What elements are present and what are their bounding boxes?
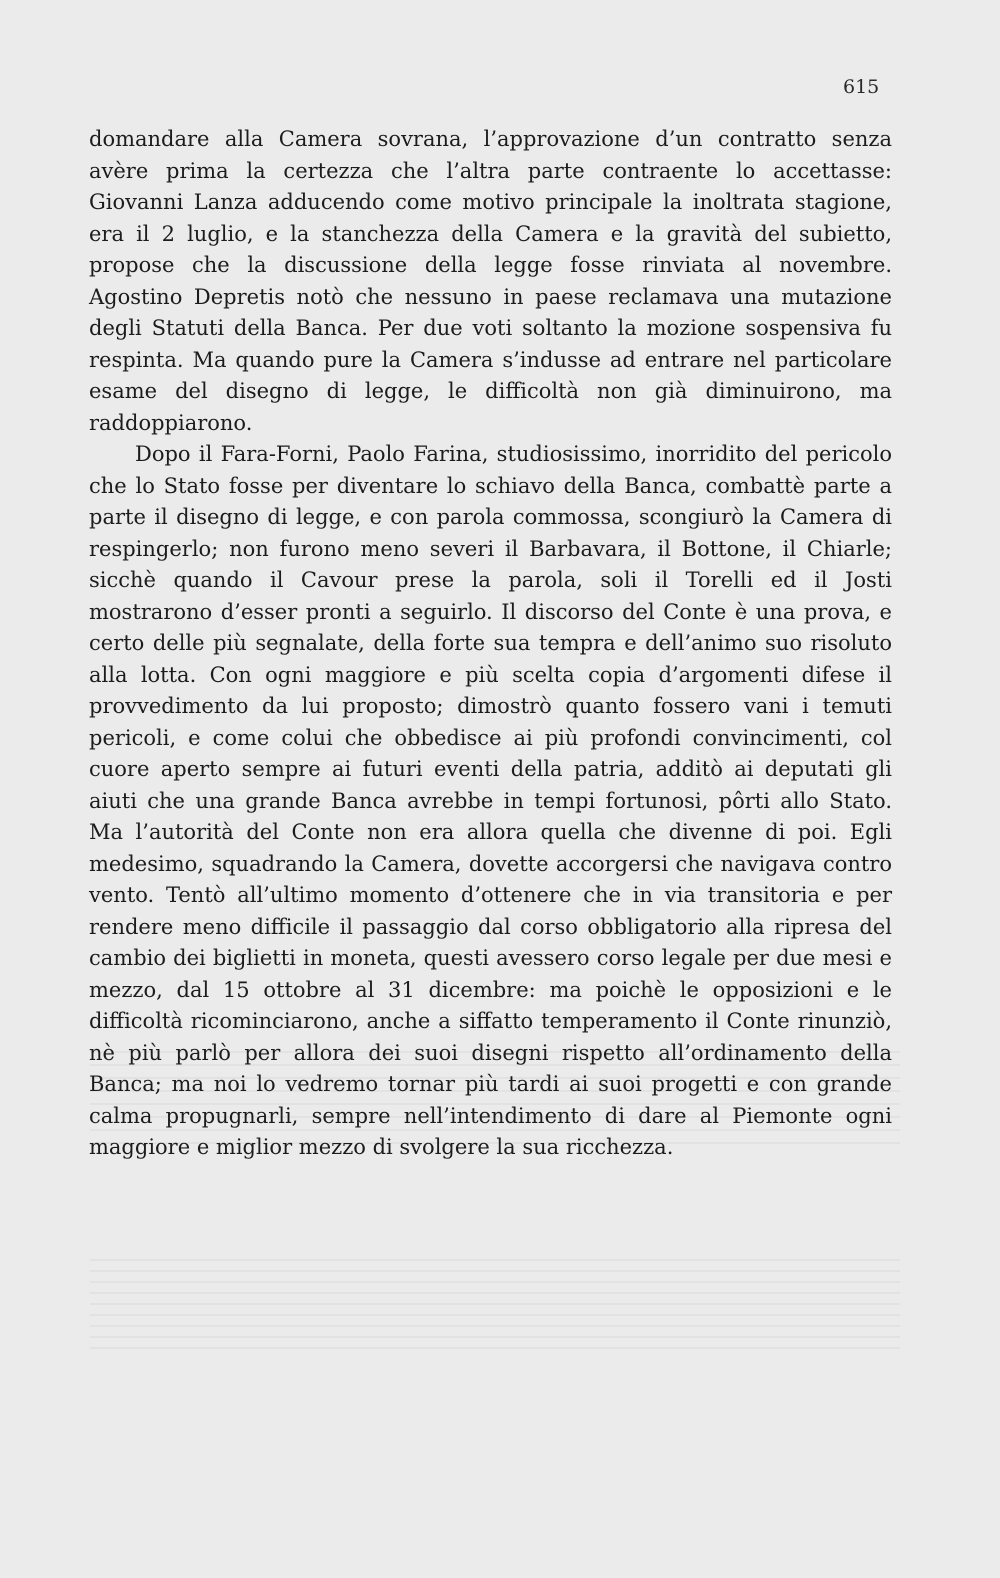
paragraph-2: Dopo il Fara-Forni, Paolo Farina, studiosissimo, inorridito del pericolo che lo Stato fosse per diventare lo schiavo della Banca, combattè parte a parte il disegno di legge, e con parola commossa, scongiurò la Camera di respingerlo; non furono meno severi il Barbavara, il Bottone, il Chiarle; sicchè quando il Cavour prese la parola, soli il Torelli ed il Josti mostrarono d’esser pronti a seguirlo. Il discorso del Conte è una prova, e certo delle più segnalate, della forte sua tempra e dell’animo suo risoluto alla lotta. Con ogni maggiore e più scelta copia d’argomenti difese il provvedimento da lui proposto; dimostrò quanto fossero vani i temuti pericoli, e come colui che obbedisce ai più profondi convincimenti, col cuore aperto sempre ai futuri eventi della patria, additò ai deputati gli aiuti che una grande Banca avrebbe in tempi fortunosi, pôrti allo Stato. Ma l’autorità del Conte non era allora quella che divenne di poi. Egli medesimo, squadrando la Camera, dovette accorgersi che navigava contro vento. Tentò all’ultimo momento d’ottenere che in via transitoria e per rendere meno difficile il passaggio dal corso obbligatorio alla ripresa del cambio dei biglietti in moneta, questi avessero corso legale per due mesi e mezzo, dal 15 ottobre al 31 dicembre: ma poichè le opposizioni e le difficoltà ricominciarono, anche a siffatto temperamento il Conte rinunziò, nè più parlò per allora dei suoi disegni rispetto all’ordinamento della Banca; ma noi lo vedremo tornar più tardi ai suoi progetti e con grande calma propugnarli, sempre nell’intendimento di dare al Piemonte ogni maggiore e miglior mezzo di svolgere la sua ricchezza. <box>89 442 892 1159</box>
reverse-side-bleed-through <box>90 1040 900 1240</box>
page-number: 615 <box>843 76 880 98</box>
reverse-side-bleed-through-notes <box>90 1250 900 1450</box>
paragraph-1: domandare alla Camera sovrana, l’approvazione d’un contratto senza avère prima la certezza che l’altra parte contraente lo accettasse: Giovanni Lanza adducendo come motivo principale la inoltrata stagione, era il 2 luglio, e la stanchezza della Camera e la gravità del subietto, propose che la discussione della legge fosse rinviata al novembre. Agostino Depretis notò che nessuno in paese reclamava una mutazione degli Statuti della Banca. Per due voti soltanto la mozione sospensiva fu respinta. Ma quando pure la Camera s’indusse ad entrare nel particolare esame del disegno di legge, le difficoltà non già diminuirono, ma raddoppiarono. <box>89 127 892 435</box>
body-text <box>89 124 892 1164</box>
